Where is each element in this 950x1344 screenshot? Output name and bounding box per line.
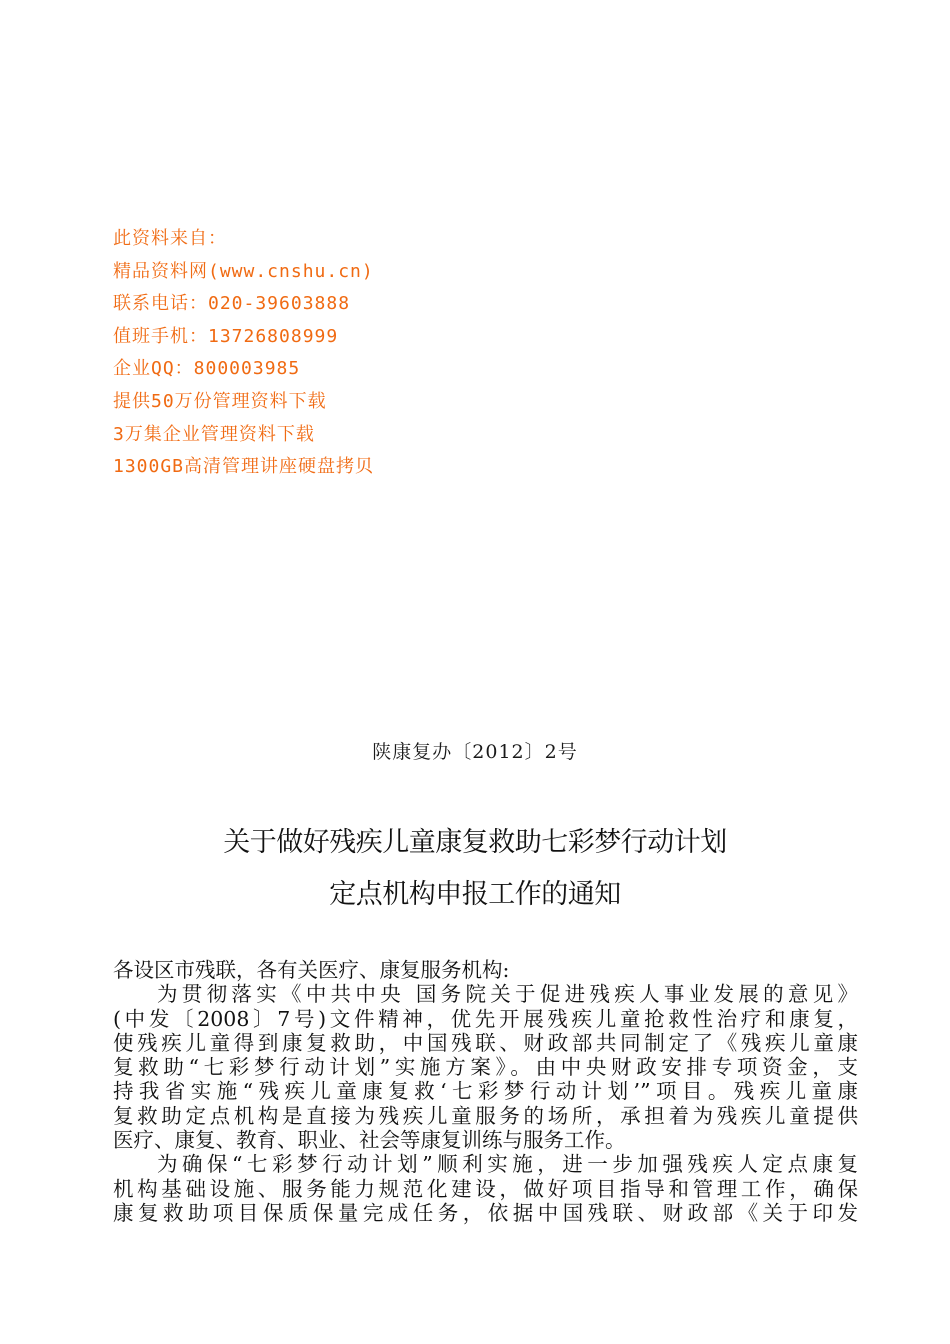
document-title-line-2: 定点机构申报工作的通知 <box>329 879 621 910</box>
body-line: 复救助“七彩梦行动计划”实施方案》。由中央财政安排专项资金，支 <box>113 1055 858 1080</box>
document-title-line-1: 关于做好残疾儿童康复救助七彩梦行动计划 <box>223 827 727 858</box>
promo-line: 精品资料网(www.cnshu.cn) <box>113 260 374 282</box>
document-body <box>113 958 858 1225</box>
promo-line: 3万集企业管理资料下载 <box>113 423 315 445</box>
body-line: 复救助定点机构是直接为残疾儿童服务的场所，承担着为残疾儿童提供 <box>113 1103 858 1128</box>
promo-line: 提供50万份管理资料下载 <box>113 390 327 412</box>
document-number: 陕康复办〔2012〕2号 <box>372 741 578 763</box>
body-line-salutation: 各设区市残联，各有关医疗、康复服务机构: <box>113 958 510 982</box>
body-line: 为确保“七彩梦行动计划”顺利实施，进一步加强残疾人定点康复 <box>157 1152 858 1177</box>
body-line: (中发〔2008〕7号)文件精神，优先开展残疾儿童抢救性治疗和康复， <box>113 1006 858 1031</box>
body-line: 医疗、康复、教育、职业、社会等康复训练与服务工作。 <box>113 1128 626 1153</box>
body-line: 使残疾儿童得到康复救助，中国残联、财政部共同制定了《残疾儿童康 <box>113 1030 858 1055</box>
promo-line: 企业QQ：800003985 <box>113 358 301 380</box>
promo-line: 此资料来自： <box>113 228 227 249</box>
body-line: 康复救助项目保质保量完成任务，依据中国残联、财政部《关于印发 <box>113 1200 858 1225</box>
promo-line: 值班手机：13726808999 <box>113 325 339 347</box>
body-line: 为贯彻落实《中共中央 国务院关于促进残疾人事业发展的意见》 <box>157 982 858 1007</box>
promo-block <box>113 223 613 484</box>
promo-line: 1300GB高清管理讲座硬盘拷贝 <box>113 456 375 478</box>
body-line: 机构基础设施、服务能力规范化建设，做好项目指导和管理工作，确保 <box>113 1176 858 1201</box>
promo-line: 联系电话：020-39603888 <box>113 293 351 315</box>
body-line: 持我省实施“残疾儿童康复救‘七彩梦行动计划’”项目。残疾儿童康 <box>113 1079 858 1104</box>
